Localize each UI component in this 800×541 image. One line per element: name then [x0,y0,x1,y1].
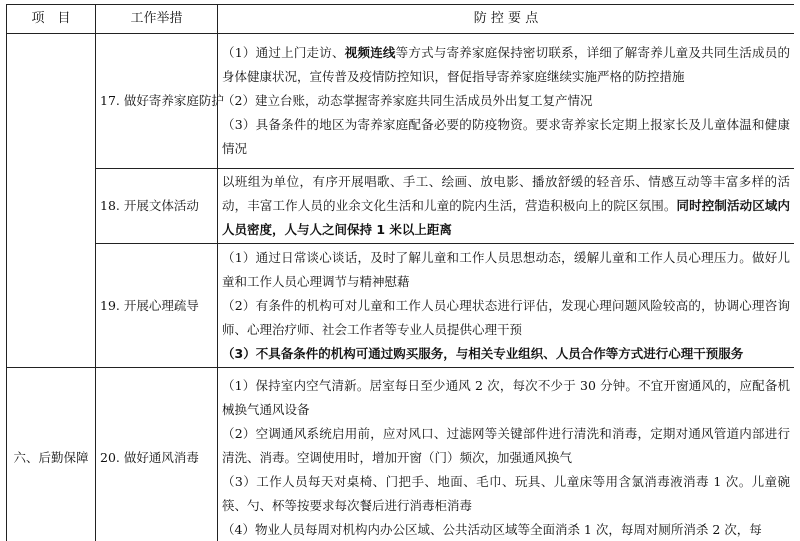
header-measure: 工作举措 [96,5,218,34]
table-row [7,368,795,541]
point-item: （3）不具备条件的机构可通过购买服务，与相关专业组织、人员合作等方式进行心理干预服务 [222,345,744,361]
point-item: （2）建立台账，动态掌握寄养家庭共同生活成员外出复工复产情况 [222,93,593,108]
measure-cell: 18. 开展文体活动 [96,169,218,244]
point-item: （2）空调通风系统启用前，应对风口、过滤网等关键部件进行清洗和消毒，定期对通风管道内部进行清洗、消毒。空调使用时，增加开窗（门）频次，加强通风换气 [222,425,790,465]
measure-cell: 17. 做好寄养家庭防护 [96,34,218,169]
table-header-row [7,5,795,34]
points-cell [218,34,795,169]
epidemic-prevention-table [6,4,794,541]
point-item: （4）物业人员每周对机构内办公区域、公共活动区域等全面消杀 1 次，每周对厕所消杀 2 次，每 [222,521,762,537]
points-cell [218,244,795,368]
measure-cell: 20. 做好通风消毒 [96,368,218,541]
header-points: 防 控 要 点 [218,5,795,34]
document-page [6,4,794,541]
point-item: （2）有条件的机构可对儿童和工作人员心理状态进行评估，发现心理问题风险较高的，协调心理咨询师、心理治疗师、社会工作者等专业人员提供心理干预 [222,297,790,337]
point-item: （1）保持室内空气清新。居室每日至少通风 2 次，每次不少于 30 分钟。不宜开窗通风的，应配备机械换气通风设备 [222,377,790,417]
point-item: （1）通过上门走访、视频连线等方式与寄养家庭保持密切联系，详细了解寄养儿童及共同生活成员的身体健康状况，宣传普及疫情防控知识，督促指导寄养家庭继续实施严格的防控措施 [222,45,790,84]
table-row [7,244,795,368]
project-cell-empty [7,34,96,368]
project-cell: 六、后勤保障 [7,368,96,541]
point-item: （3）具备条件的地区为寄养家庭配备必要的防疫物资。要求寄养家长定期上报家长及儿童体温和健康情况 [222,117,790,156]
points-cell [218,169,795,244]
point-item: （1）通过日常谈心谈话，及时了解儿童和工作人员思想动态，缓解儿童和工作人员心理压力。做好儿童和工作人员心理调节与精神慰藉 [222,249,790,289]
table-row [7,34,795,169]
point-item: （3）工作人员每天对桌椅、门把手、地面、毛巾、玩具、儿童床等用含氯消毒液消毒 1 次。儿童碗筷、勺、杯等按要求每次餐后进行消毒柜消毒 [222,473,790,513]
table-row [7,169,795,244]
points-cell [218,368,795,541]
measure-cell: 19. 开展心理疏导 [96,244,218,368]
point-item: 以班组为单位，有序开展唱歌、手工、绘画、放电影、播放舒缓的轻音乐、情感互动等丰富多样的活动，丰富工作人员的业余文化生活和儿童的院内生活，营造积极向上的院区氛围。同时控制活动区域内人员密度，人与人之间保持 1 米以上距离 [222,174,790,237]
header-project: 项 目 [7,5,96,34]
